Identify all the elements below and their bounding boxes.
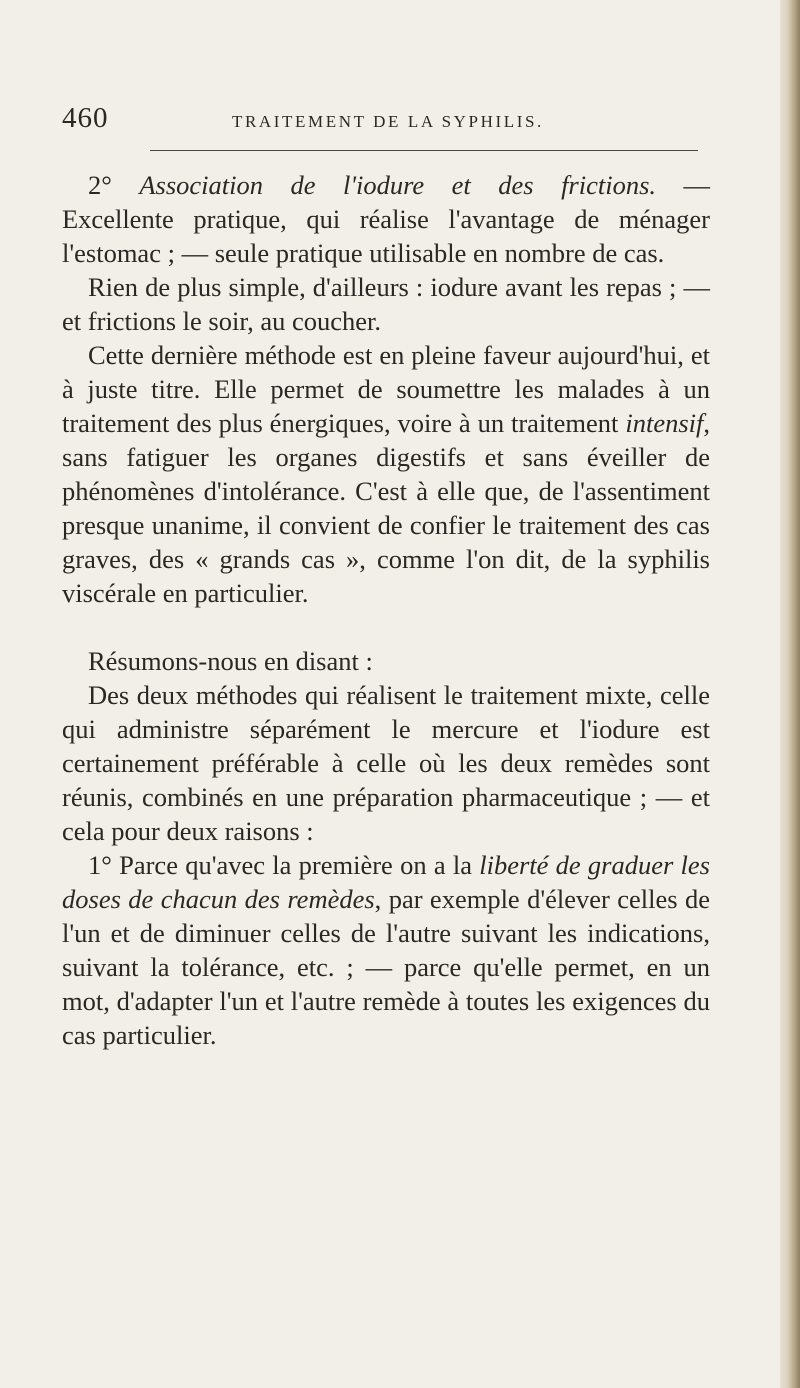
page-edge-shadow [780, 0, 800, 1388]
section-title-dash: — [656, 170, 711, 200]
section-heading [62, 168, 710, 202]
section-number: 2° [88, 170, 112, 200]
paragraph-3 [62, 338, 710, 610]
page-number: 460 [62, 102, 109, 134]
paragraph-6-part-a: Parce qu'avec la première on a la [111, 850, 480, 880]
paragraph-6-number: 1° [88, 850, 112, 880]
running-head [0, 100, 780, 140]
running-title: TRAITEMENT DE LA SYPHILIS. [232, 112, 544, 131]
body-text [62, 168, 710, 1052]
paragraph-2: Rien de plus simple, d'ailleurs : iodure avant les repas ; — et frictions le soir, au coucher. [62, 272, 710, 336]
section-title: Association de l'iodure et des frictions. [139, 170, 657, 200]
paragraph-4: Résumons-nous en disant : [88, 646, 373, 676]
paragraph-gap [62, 610, 710, 644]
paragraph-6-part-b: , par exemple d'élever celles de l'un et de diminuer celles de l'autre suivant les indications, suivant la tolérance, etc. ; — parce qu'elle permet, en un mot, d'adapter l'un et l'autre remède à toutes les exigences du cas particulier. [62, 884, 710, 1050]
header-rule [150, 150, 698, 151]
paragraph-3-part-a: Cette dernière méthode est en pleine faveur aujourd'hui, et à juste titre. Elle permet de soumettre les malades à un traitement des plus énergiques, voire à un traitement [62, 340, 710, 438]
paragraph-6 [62, 848, 710, 1052]
paragraph-3-part-b: , sans fatiguer les organes digestifs et sans éveiller de phénomènes d'intolérance. C'est à elle que, de l'assentiment presque unanime, il convient de confier le traitement des cas graves, des « grands cas », comme l'on dit, de la syphilis viscérale en particulier. [62, 408, 710, 608]
paragraph-5: Des deux méthodes qui réalisent le traitement mixte, celle qui administre séparément le mercure et l'iodure est certainement préférable à celle où les deux remèdes sont réunis, combinés en une préparation pharmaceutique ; — et cela pour deux raisons : [62, 680, 710, 846]
paragraph-3-emphasis: intensif [625, 408, 704, 438]
paragraph-6-emphasis: liberté de graduer les doses de chacun des remèdes [62, 850, 710, 914]
paragraph-1: Excellente pratique, qui réalise l'avantage de ménager l'estomac ; — seule pratique utilisable en nombre de cas. [62, 204, 710, 268]
